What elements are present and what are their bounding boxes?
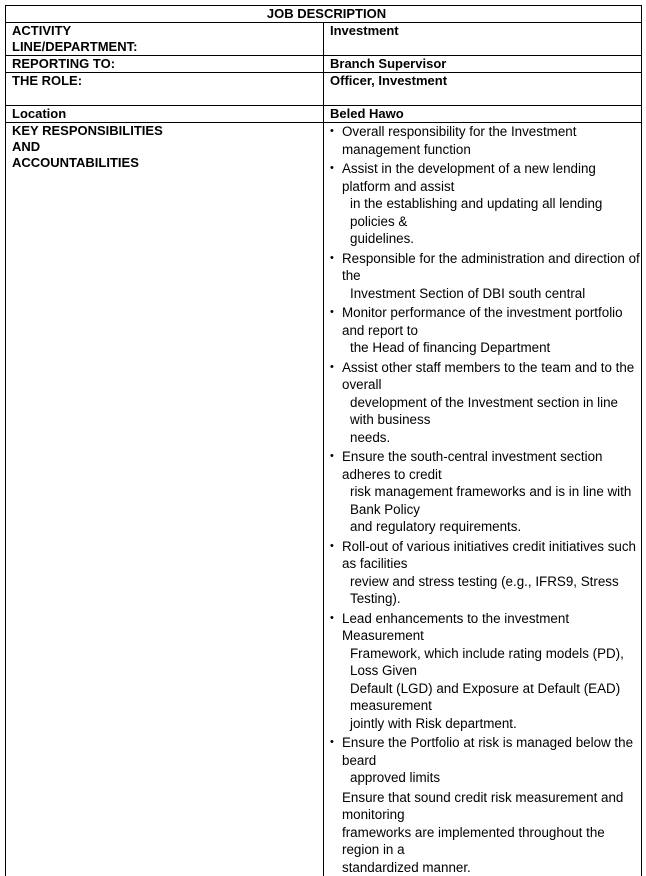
responsibility-line: risk management frameworks and is in line with Bank Policy bbox=[342, 483, 641, 518]
bullet-icon: • bbox=[330, 538, 334, 556]
responsibility-item bbox=[330, 304, 641, 357]
label-line: ACTIVITY bbox=[12, 23, 323, 39]
label-activity bbox=[6, 23, 324, 56]
responsibility-line: Overall responsibility for the Investment management function bbox=[342, 123, 641, 158]
responsibility-line: and regulatory requirements. bbox=[342, 518, 641, 536]
closing-line: standardized manner. bbox=[342, 859, 641, 876]
responsibility-text bbox=[342, 610, 641, 733]
row-reporting bbox=[6, 56, 642, 73]
value-location: Beled Hawo bbox=[324, 106, 642, 123]
responsibility-item bbox=[330, 123, 641, 158]
responsibility-text bbox=[342, 359, 641, 447]
responsibility-text bbox=[342, 538, 641, 608]
label-line: LINE/DEPARTMENT: bbox=[12, 39, 323, 55]
row-role bbox=[6, 73, 642, 106]
value-role: Officer, Investment bbox=[324, 73, 642, 106]
responsibility-item bbox=[330, 448, 641, 536]
label-line: AND bbox=[12, 139, 323, 155]
closing-note bbox=[330, 789, 641, 876]
responsibility-line: development of the Investment section in line with business bbox=[342, 394, 641, 429]
label-role: THE ROLE: bbox=[6, 73, 324, 106]
responsibility-line: Ensure the south-central investment section adheres to credit bbox=[342, 448, 641, 483]
bullet-icon: • bbox=[330, 359, 334, 377]
responsibility-text bbox=[342, 304, 641, 357]
responsibility-line: Framework, which include rating models (PD), Loss Given bbox=[342, 645, 641, 680]
responsibilities-cell bbox=[324, 123, 642, 876]
responsibility-line: Assist other staff members to the team and to the overall bbox=[342, 359, 641, 394]
responsibility-item bbox=[330, 250, 641, 303]
bullet-icon: • bbox=[330, 734, 334, 752]
responsibility-line: Investment Section of DBI south central bbox=[342, 285, 641, 303]
value-activity: Investment bbox=[324, 23, 642, 56]
value-reporting: Branch Supervisor bbox=[324, 56, 642, 73]
responsibility-text bbox=[342, 734, 641, 787]
responsibility-line: Roll-out of various initiatives credit initiatives such as facilities bbox=[342, 538, 641, 573]
label-line: ACCOUNTABILITIES bbox=[12, 155, 323, 171]
row-location bbox=[6, 106, 642, 123]
responsibility-text bbox=[342, 123, 641, 158]
table-title: JOB DESCRIPTION bbox=[6, 6, 642, 23]
bullet-icon: • bbox=[330, 304, 334, 322]
responsibility-item bbox=[330, 734, 641, 787]
responsibility-line: Lead enhancements to the investment Measurement bbox=[342, 610, 641, 645]
responsibility-line: Ensure the Portfolio at risk is managed below the beard bbox=[342, 734, 641, 769]
responsibility-item bbox=[330, 160, 641, 248]
closing-line: frameworks are implemented throughout the region in a bbox=[342, 824, 641, 859]
responsibility-line: review and stress testing (e.g., IFRS9, Stress Testing). bbox=[342, 573, 641, 608]
responsibility-text bbox=[342, 160, 641, 248]
responsibility-line: Default (LGD) and Exposure at Default (EAD) measurement bbox=[342, 680, 641, 715]
responsibility-line: Monitor performance of the investment portfolio and report to bbox=[342, 304, 641, 339]
bullet-icon: • bbox=[330, 250, 334, 268]
job-description-table bbox=[5, 5, 642, 876]
responsibility-text bbox=[342, 250, 641, 303]
responsibilities-list bbox=[330, 123, 641, 787]
bullet-icon: • bbox=[330, 448, 334, 466]
title-row bbox=[6, 6, 642, 23]
responsibility-item bbox=[330, 538, 641, 608]
label-reporting: REPORTING TO: bbox=[6, 56, 324, 73]
label-line: KEY RESPONSIBILITIES bbox=[12, 123, 323, 139]
row-activity bbox=[6, 23, 642, 56]
responsibility-line: in the establishing and updating all lending policies & bbox=[342, 195, 641, 230]
responsibility-text bbox=[342, 448, 641, 536]
responsibility-line: guidelines. bbox=[342, 230, 641, 248]
responsibility-line: jointly with Risk department. bbox=[342, 715, 641, 733]
responsibility-line: the Head of financing Department bbox=[342, 339, 641, 357]
responsibility-item bbox=[330, 359, 641, 447]
label-responsibilities bbox=[6, 123, 324, 876]
row-responsibilities bbox=[6, 123, 642, 876]
responsibility-line: approved limits bbox=[342, 769, 641, 787]
bullet-icon: • bbox=[330, 610, 334, 628]
responsibility-line: needs. bbox=[342, 429, 641, 447]
responsibility-line: Assist in the development of a new lending platform and assist bbox=[342, 160, 641, 195]
label-location: Location bbox=[6, 106, 324, 123]
bullet-icon: • bbox=[330, 160, 334, 178]
bullet-icon: • bbox=[330, 123, 334, 141]
responsibility-item bbox=[330, 610, 641, 733]
closing-line: Ensure that sound credit risk measurement and monitoring bbox=[342, 789, 641, 824]
responsibility-line: Responsible for the administration and direction of the bbox=[342, 250, 641, 285]
